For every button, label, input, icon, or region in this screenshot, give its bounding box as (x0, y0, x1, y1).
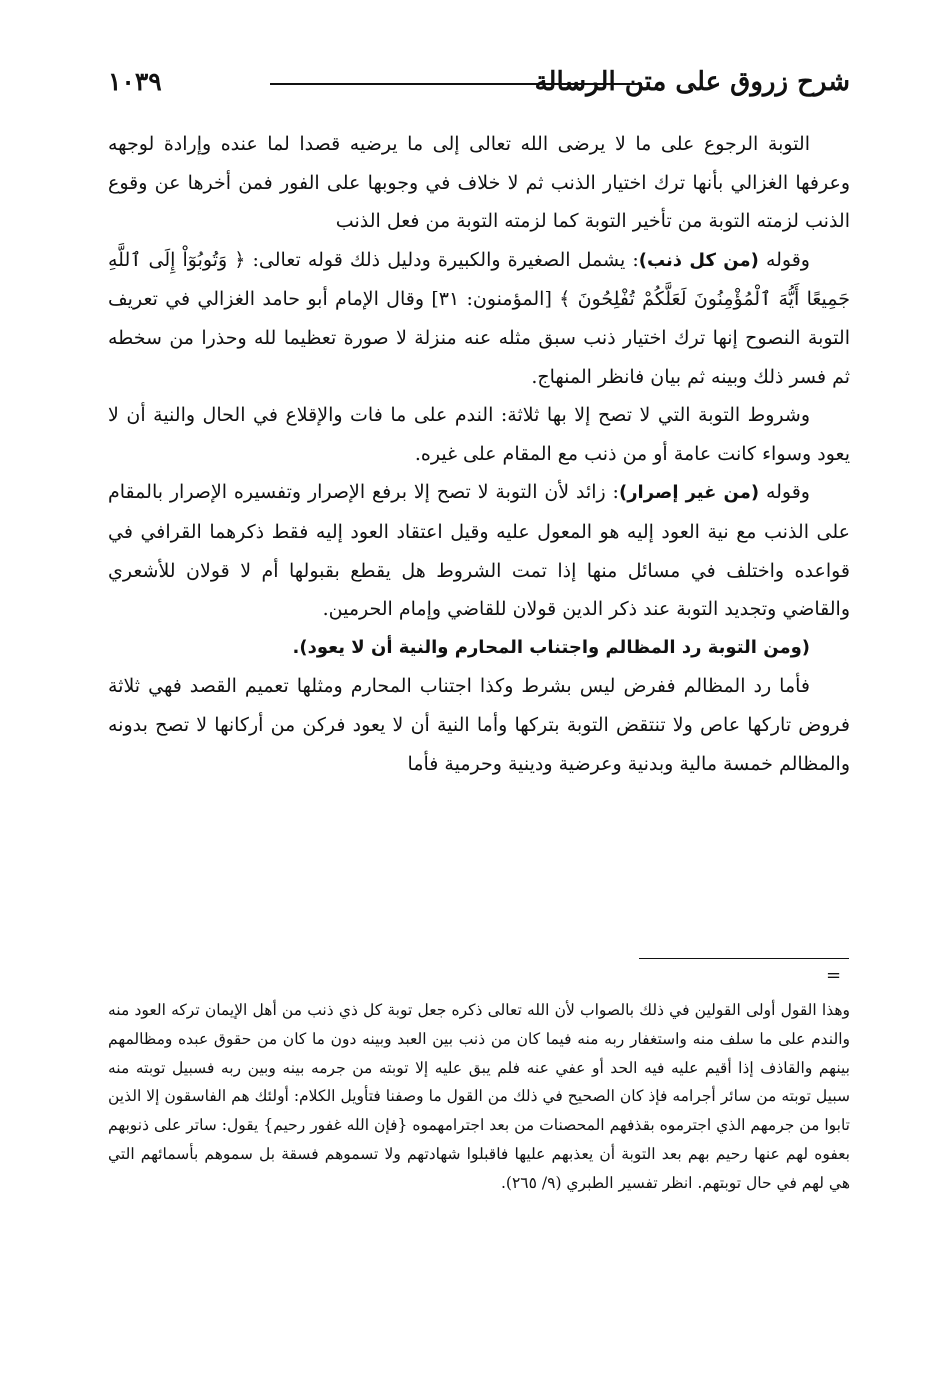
paragraph-5: فأما رد المظالم ففرض ليس بشرط وكذا اجتناب المحارم ومثلها تعميم القصد فهي ثلاثة فروض تاركها عاص ولا تنتقض التوبة بتركها وأما النية أن لا يعود فركن من أركانها لا تصح بدونه والمظالم خمسة مالية وبدنية وعرضية ودينية وحرمية فأما (108, 675, 850, 775)
footnote (108, 996, 850, 1198)
paragraph-2 (108, 241, 850, 396)
page-header (108, 64, 850, 100)
quoted-phrase: (من غير إصرار) (618, 482, 760, 504)
main-text (108, 125, 850, 783)
footnote-separator (639, 958, 849, 959)
paragraph-4-lead: وقوله (765, 481, 810, 504)
paragraph-4-body: : زائد لأن التوبة لا تصح إلا برفع الإصرار وتفسيره الإصرار بالمقام على الذنب مع نية العود إليه هو المعول عليه وقيل اعتقاد العود إليه فقط ذكرهما القرافي في قواعده واختلف في مسائل منها إذا تمت الشروط هل يقطع بقبولها أم لا قولان للأشعري والقاضي وتجديد التوبة عند ذكر الدين قولان للقاضي وإمام الحرمين. (108, 481, 850, 621)
section-heading: (ومن التوبة رد المظالم واجتناب المحارم والنية أن لا يعود). (292, 636, 810, 658)
quoted-phrase: (من كل ذنب) (638, 249, 759, 271)
paragraph-4 (108, 473, 850, 628)
paragraph-3: وشروط التوبة التي لا تصح إلا بها ثلاثة: الندم على ما فات والإقلاع في الحال والنية أن لا يعود وسواء كانت عامة أو من ذنب مع المقام على غيره. (108, 404, 850, 465)
page-number: ١٠٣٩ (108, 67, 162, 96)
paragraph-1: التوبة الرجوع على ما لا يرضى الله تعالى إلى ما يرضيه قصدا لما عنده وإرادة لوجهه وعرفها الغزالي بأنها ترك اختيار الذنب ثم لا خلاف في وجوبها على الفور فمن أخرها عن وقوع الذنب لزمته التوبة من تأخير التوبة كما لزمته التوبة من فعل الذنب (108, 133, 850, 233)
running-title: شرح زروق على متن الرسالة (534, 67, 850, 97)
paragraph-2-body: : يشمل الصغيرة والكبيرة ودليل ذلك قوله تعالى: ﴿ وَتُوبُوٓاْ إِلَى ٱللَّهِ جَمِيعًا أَيُّهَ ٱلْمُؤْمِنُونَ لَعَلَّكُمْ تُفْلِحُونَ ﴾ [المؤمنون: ٣١] وقال الإمام أبو حامد الغزالي في تعريف التوبة النصوح إنها ترك اختيار ذنب سبق مثله عنه منزلة لا صورة تعظيما لله وحذرا من سخطه ثم فسر ذلك وبينه ثم بيان فانظر المنهاج. (108, 248, 851, 388)
footnote-continuation-mark: = (826, 965, 842, 986)
paragraph-2-lead: وقوله (765, 248, 810, 271)
footnote-text: وهذا القول أولى القولين في ذلك بالصواب لأن الله تعالى ذكره جعل توبة كل ذي ذنب من أهل الإيمان تركه العود منه والندم على ما سلف منه واستغفار ربه منه فيما كان من ذنب بين العبد وبينه دون ما كان من حقوق عبده ومظالمهم بينهم والقاذف إذا أقيم عليه فيه الحد أو عفي عنه فلم يبق عليه إلا توبته من جرمه بينه وبين ربه فسبيل توبته منه سبيل توبته من سائر أجرامه فإذ كان الصحيح في ذلك من القول ما وصفنا فتأويل الكلام: أولئك هم الفاسقون إلا الذين تابوا من جرمهم الذي اجترموه بقذفهم المحصنات من بعد اجترامهموه {فإن الله غفور رحيم} يقول: ساتر على ذنوبهم بعفوه لهم عنها رحيم بهم بعد التوبة أن يعذبهم عليها فاقبلوا شهادتهم ولا تسموهم فسقة بل سموهم بأسمائهم التي هي لهم في حال توبتهم. انظر تفسير الطبري (٩/ ٢٦٥). (108, 1001, 850, 1192)
